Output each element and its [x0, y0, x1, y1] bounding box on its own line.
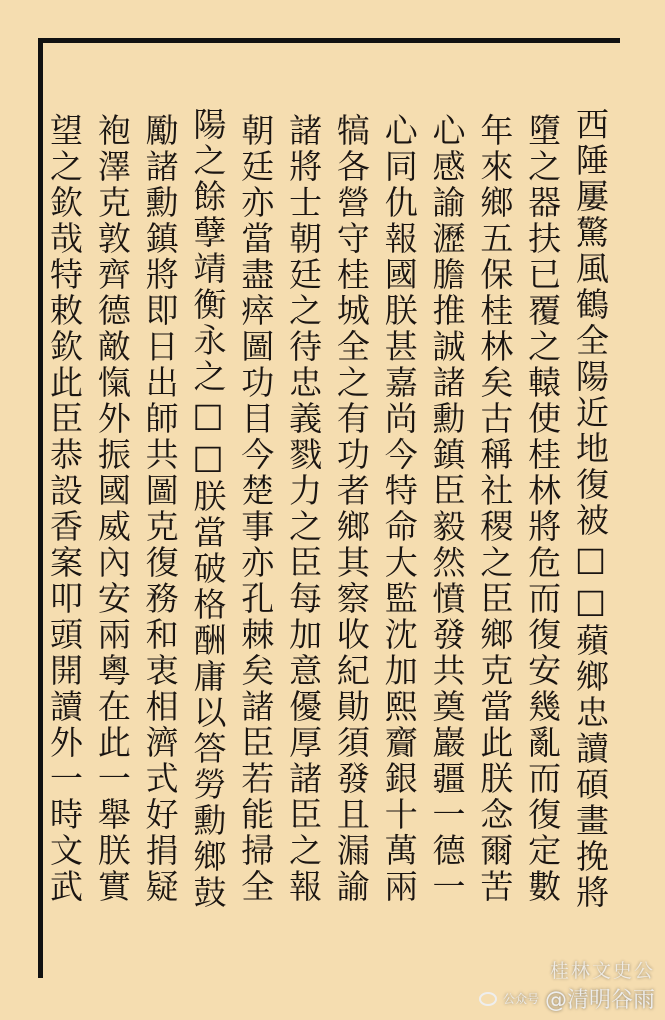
text-column: 望之欽哉特敕欽此臣恭設香案叩頭開讀外一時文武 — [45, 112, 84, 905]
watermark — [479, 956, 655, 1014]
watermark-handle: @清明谷雨 — [544, 988, 655, 1013]
text-column: 勵諸勳鎮將即日出師共圖克復務和衷相濟式好捐疑 — [140, 112, 180, 905]
text-column: 諸將士朝廷之待忠義戮力之臣每加意優厚諸臣之報 — [284, 112, 324, 905]
text-column: 墮之器扶已覆之轅使桂林將危而復安幾亂而復定數 — [523, 112, 563, 905]
text-column: 陽之餘孽靖衡永之□□朕當破格酬庸以答勞勳鄉鼓 — [188, 106, 228, 911]
text-column: 年來鄉五保桂林矣古稱社稷之臣鄉克當此朕念爾苦 — [475, 112, 515, 905]
text-columns — [44, 46, 610, 976]
text-column: 心同仇報國朕甚嘉尚今特命大監沈加熙齎銀十萬兩 — [379, 112, 419, 905]
watermark-title: 桂林文史公 — [549, 960, 655, 982]
text-column: 袍澤克敦齊德敵愾外振國威內安兩粵在此一舉朕實 — [92, 112, 132, 905]
text-column: 犒各營守桂城全之有功者鄉其察收紀勛須發且漏諭 — [331, 112, 371, 905]
watermark-prefix: 公众号 — [502, 992, 539, 1006]
watermark-handle-row — [479, 983, 655, 1014]
text-column: 心感諭瀝膽推誠諸勳鎮臣毅然憤發共奠巖疆一德一 — [427, 112, 467, 905]
wechat-icon — [479, 992, 497, 1006]
text-column: 朝廷亦當盡瘁圖功目今楚事亦孔棘矣諸臣若能掃全 — [236, 112, 276, 905]
text-column: 西陲屢驚風鶴全陽近地復被□□蘋鄉忠讀碩畫挽將 — [570, 106, 610, 911]
